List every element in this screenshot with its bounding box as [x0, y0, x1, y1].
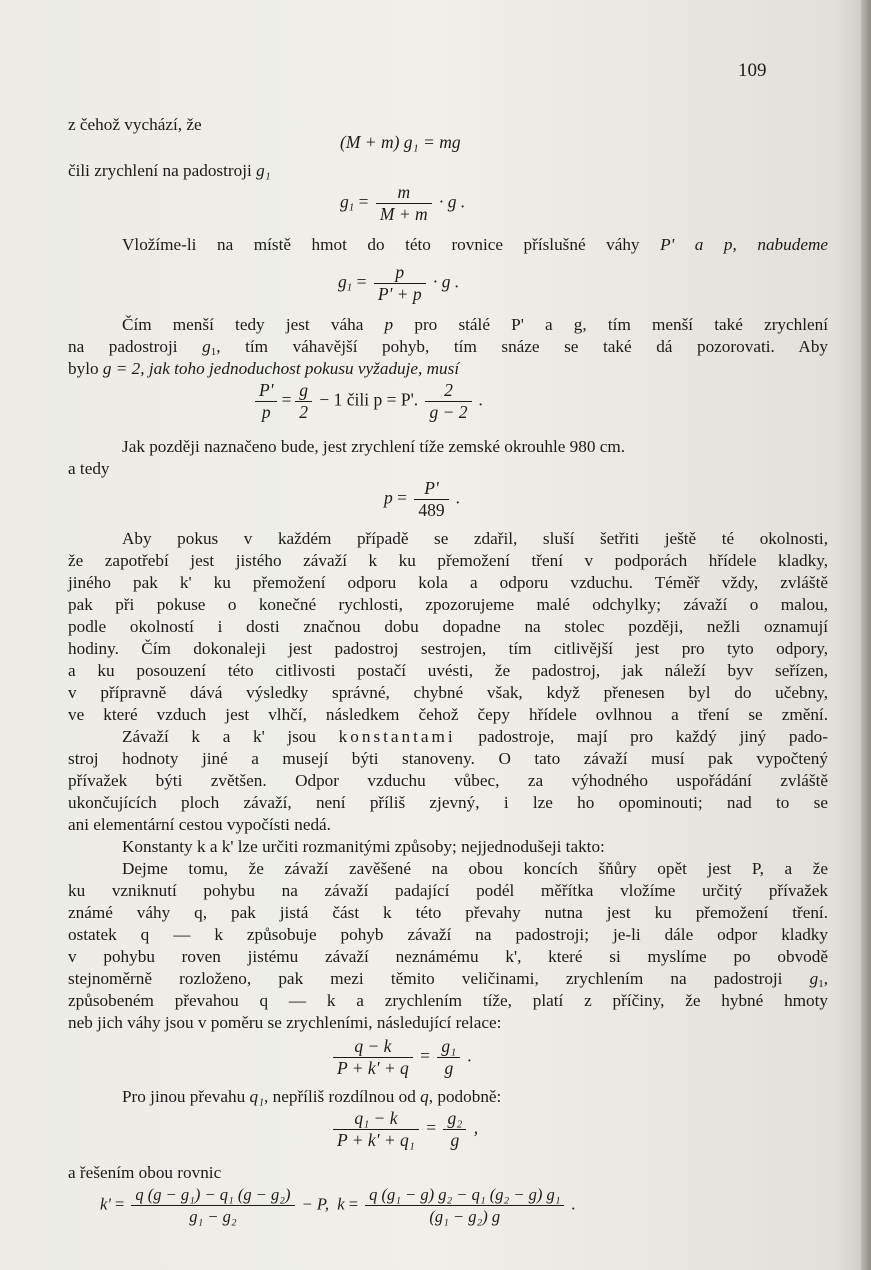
text-line: v pohybu roven jistému závaží neznámému k', které si myslíme po obvodě [68, 947, 828, 966]
text-line: že zapotřebí jest jistého závaží k ku přemožení tření v podporách hřídele kladky, [68, 551, 828, 570]
equation-6: $\frac{q - k}{P + k' + q}$ = $\frac{\text{g₁}}{g}$ . [330, 1036, 472, 1079]
text-line: čili zrychlení na padostroji g₁ [68, 161, 271, 180]
text-line: hodiny. Čím dokonaleji jest padostroj sestrojen, tím citlivější jest pro tyto odpory, [68, 639, 828, 658]
text-line: stroj hodnoty jiné a musejí býti stanoveny. O tato závaží musí pak vypočtený [68, 749, 828, 768]
equation-2: $g_1$ = $\frac{m}{M + m}$ · g . [340, 182, 466, 224]
equation-1: (M + m) g₁ = mg [340, 132, 461, 152]
text-line: a tedy [68, 459, 110, 478]
text-line: pak při pokuse o konečné rychlosti, zpozorujeme malé odchylky; závaží o malou, [68, 595, 828, 614]
text-line: Vložíme-li na místě hmot do této rovnice příslušné váhy P' a p, nabudeme [122, 235, 828, 254]
text-line: a řešením obou rovnic [68, 1163, 222, 1182]
page-edge [861, 0, 871, 1270]
text-line: ostatek q — k způsobuje pohyb závaží na padostroji; je-li dále odpor kladky [68, 925, 828, 944]
text-line: jiného pak k' ku přemožení odporu kola a odporu vzduchu. Téměř vždy, zvláště [68, 573, 828, 592]
text-line: na padostroji $g_1$, tím váhavější pohyb, tím snáze se také dá pozorovati. Aby [68, 337, 829, 358]
equation-5: p = $\frac{P'}{489}$ . [384, 478, 461, 520]
text-line: ku vzniknutí pohybu na závaží padající podél měřítka vložíme určitý přívažek [68, 881, 828, 900]
text-line: ani elementární cestou vypočísti nedá. [68, 815, 331, 834]
text-line: způsobeném převahou q — k a zrychlením tíže, platí z příčiny, že hybné hmoty [68, 991, 828, 1010]
equation-7: $\frac{\text{q₁ − k}}{\text{P + k' + q₁}}$ = $\frac{\text{g₂}}{g}$ , [330, 1108, 478, 1151]
text-line: stejnoměrně rozloženo, pak mezi těmito veličinami, zrychlením na padostroji $g_1$, [68, 969, 829, 990]
text-line: Dejme tomu, že závaží zavěšené na obou koncích šňůry opět jest P, a že [122, 859, 828, 878]
text-line: neb jich váhy jsou v poměru se zrychleními, následující relace: [68, 1013, 502, 1032]
equation-3: $g_1$ = $\frac{p}{P' + p}$ · g . [338, 262, 460, 304]
text-line: Závaží k a k' jsou konstantami padostroje, mají pro každý jiný pado- [122, 727, 828, 746]
text-line: v přípravně dává výsledky správné, chybné však, když přenesen byl do učebny, [68, 683, 828, 702]
text-line: Čím menší tedy jest váha p pro stálé P' a g, tím menší také zrychlení [122, 315, 829, 334]
page-number: 109 [738, 60, 767, 81]
text-line: přívažek býti zvětšen. Odpor vzduchu vůbec, za výhodného uspořádání zvláště [68, 771, 828, 790]
text-line: podle okolností i dosti značnou dobu dopadne na stolec později, nežli oznamují [68, 617, 828, 636]
text-line: Pro jinou převahu q₁, nepříliš rozdílnou od q, podobně: [122, 1087, 502, 1106]
text-line: Jak později naznačeno bude, jest zrychlení tíže zemské okrouhle 980 cm. [122, 437, 626, 456]
equation-4: $\frac{P'}{p}$ = $\frac{g}{2}$ − 1 čili p = P'. $\frac{2}{g - 2}$ . [252, 380, 483, 423]
text-line: ve které vzduch jest vlhčí, následkem čehož čepy hřídele ovlhnou a tření se změní. [68, 705, 828, 724]
text-line: Konstanty k a k' lze určiti rozmanitými způsoby; nejjednodušeji takto: [122, 837, 605, 856]
text-line: známé váhy q, pak jistá část k této převahy nutna jest ku přemožení tření. [68, 903, 828, 922]
text-line: z čehož vychází, že [68, 115, 202, 134]
text-line: ukončujících ploch závaží, není příliš zjevný, i lze ho opominouti; nad to se [68, 793, 828, 812]
equation-8: k' = $\frac{\text{q (g − g₁) − q₁ (g − g₂)}}{\text{g₁ − g₂}}$ − P, k = $\frac{\text{q (g₁ − g) g₂ − q₁ (g₂ − g) g₁}}{\text{(g₁ − g₂) g}}$ . [100, 1185, 576, 1226]
text-line: bylo g = 2, jak toho jednoduchost pokusu vyžaduje, musí [68, 359, 460, 378]
text-line: Aby pokus v každém případě se zdařil, sluší šetřiti ještě té okolnosti, [122, 529, 828, 548]
text-line: a ku posouzení této citlivosti postačí uvésti, že padostroj, jak náleží byv seřízen, [68, 661, 828, 680]
